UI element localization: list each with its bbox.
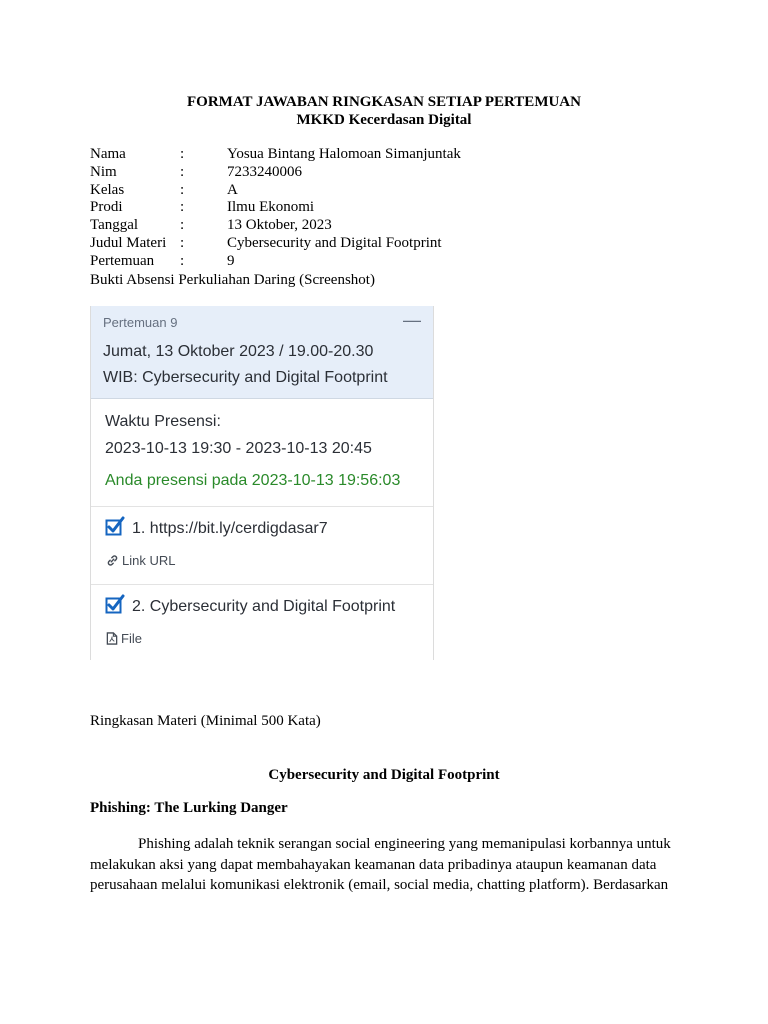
info-colon: : (180, 234, 185, 251)
link-icon (106, 554, 119, 567)
attendance-time-label: Waktu Presensi: (105, 413, 221, 430)
attendance-proof-label: Bukti Absensi Perkuliahan Daring (Screenshot) (90, 272, 375, 288)
info-label: Prodi (90, 199, 123, 216)
info-value: 9 (227, 252, 235, 269)
material-type-label: Link URL (122, 553, 176, 568)
document-title: FORMAT JAWABAN RINGKASAN SETIAP PERTEMUAN (187, 94, 581, 110)
info-value: Ilmu Ekonomi (227, 199, 315, 216)
paragraph-line: Phishing adalah teknik serangan social engineering yang memanipulasi korbannya untuk (138, 836, 671, 852)
info-value: Cybersecurity and Digital Footprint (227, 234, 442, 251)
checkbox-checked-icon (105, 516, 125, 536)
info-colon: : (180, 217, 185, 234)
info-colon: : (180, 252, 185, 269)
material-type-file[interactable] (106, 631, 142, 646)
material-item[interactable] (91, 585, 433, 660)
info-value: 13 Oktober, 2023 (227, 217, 332, 234)
meeting-label: Pertemuan 9 (103, 315, 178, 330)
material-file-title[interactable]: 2. Cybersecurity and Digital Footprint (132, 598, 396, 615)
file-pdf-icon (106, 632, 118, 645)
material-link-title[interactable]: 1. https://bit.ly/cerdigdasar7 (132, 520, 328, 537)
info-label: Judul Materi (90, 234, 167, 251)
collapse-icon[interactable]: — (403, 310, 421, 330)
info-colon: : (180, 163, 185, 180)
attendance-screenshot (90, 306, 434, 660)
meeting-header[interactable] (91, 306, 433, 399)
info-label: Kelas (90, 181, 125, 198)
material-item[interactable] (91, 507, 433, 585)
info-value: Yosua Bintang Halomoan Simanjuntak (227, 146, 461, 162)
attendance-time-section (91, 399, 433, 507)
info-label: Nim (90, 163, 117, 180)
paragraph-line: perusahaan melalui komunikasi elektronik (email, social media, chatting platform). Berdasarkan (90, 877, 669, 893)
material-type-link[interactable] (106, 553, 175, 568)
info-colon: : (180, 181, 185, 198)
section-heading: Phishing: The Lurking Danger (90, 800, 288, 816)
info-label: Tanggal (90, 217, 139, 234)
summary-label: Ringkasan Materi (Minimal 500 Kata) (90, 713, 321, 729)
attendance-time-range: 2023-10-13 19:30 - 2023-10-13 20:45 (105, 440, 372, 457)
meeting-heading-line1: Jumat, 13 Oktober 2023 / 19.00-20.30 (103, 343, 374, 360)
info-value: A (227, 181, 238, 198)
info-label: Nama (90, 146, 126, 162)
paragraph-line: melakukan aksi yang dapat membahayakan keamanan data pribadinya ataupun keamanan data (90, 856, 657, 873)
material-type-label: File (121, 631, 142, 646)
info-value: 7233240006 (227, 163, 302, 180)
attendance-status: Anda presensi pada 2023-10-13 19:56:03 (105, 472, 401, 489)
course-title: MKKD Kecerdasan Digital (296, 112, 472, 128)
body-paragraph (90, 834, 670, 896)
info-colon: : (180, 146, 185, 162)
summary-title: Cybersecurity and Digital Footprint (268, 767, 500, 783)
info-label: Pertemuan (90, 252, 155, 269)
meeting-heading-line2: WIB: Cybersecurity and Digital Footprint (103, 369, 388, 386)
checkbox-checked-icon (105, 594, 125, 614)
info-colon: : (180, 199, 185, 216)
